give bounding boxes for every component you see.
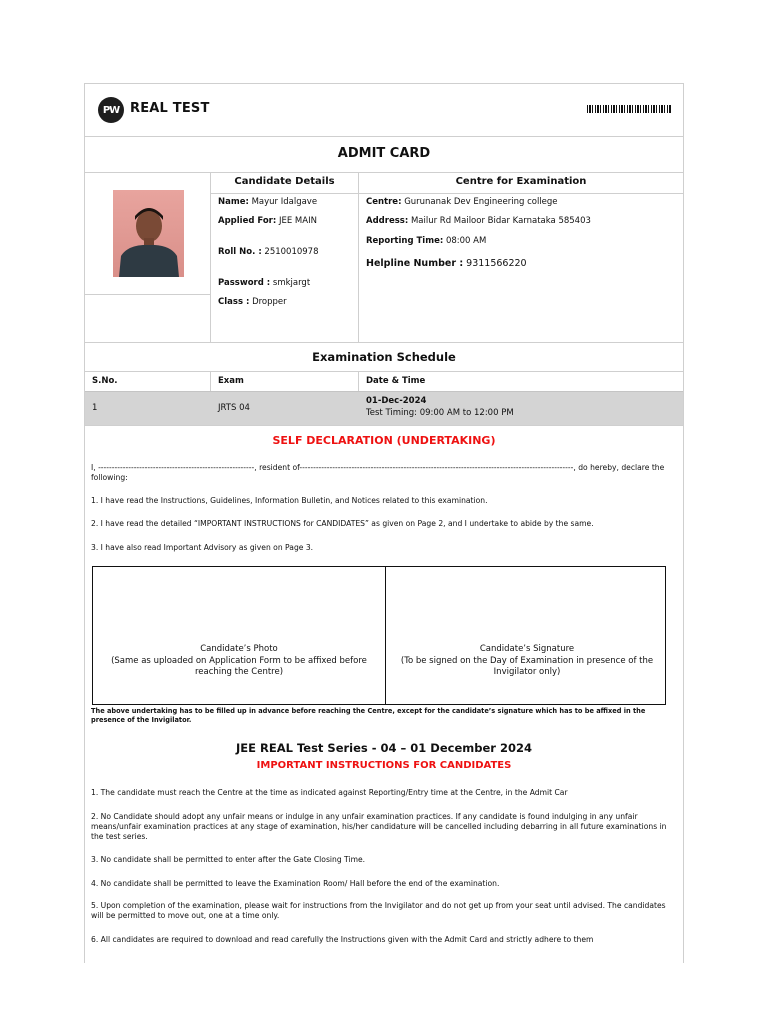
instruction-item: 5. Upon completion of the examination, please wait for instructions from the Invigilator and do not get up from your seat until advised. The candidates will be permitted to move out, one at a time only. <box>91 901 666 920</box>
candidate-photo <box>113 190 184 277</box>
barcode-icon <box>587 105 671 113</box>
roll-number-field: Roll No. : 2510010978 <box>218 247 319 257</box>
declaration-item: 2. I have read the detailed “IMPORTANT INSTRUCTIONS for CANDIDATES” as given on Page 2, and I undertake to abide by the same. <box>91 519 594 528</box>
candidate-name-field: Name: Mayur Idalgave <box>218 197 318 207</box>
declaration-item: 1. I have read the Instructions, Guidelines, Information Bulletin, and Notices related to this examination. <box>91 496 488 505</box>
grid-divider <box>358 173 359 343</box>
instruction-item: 1. The candidate must reach the Centre at the time as indicated against Reporting/Entry time at the Centre, in the Admit Car <box>91 788 568 797</box>
row-sno: 1 <box>92 403 98 413</box>
schedule-title: Examination Schedule <box>85 343 683 372</box>
grid-divider <box>210 193 683 194</box>
photo-box <box>97 644 381 679</box>
declaration-boxes <box>92 566 666 705</box>
card-header <box>85 84 683 137</box>
photo-box-note: (Same as uploaded on Application Form to be affixed before reaching the Centre) <box>111 655 367 677</box>
signature-box <box>391 644 663 679</box>
column-header-sno: S.No. <box>92 376 118 386</box>
address-field: Address: Mailur Rd Mailoor Bidar Karnataka 585403 <box>366 216 591 226</box>
reporting-time-field: Reporting Time: 08:00 AM <box>366 236 487 246</box>
candidate-details-heading: Candidate Details <box>234 176 335 187</box>
declaration-item: 3. I have also read Important Advisory as given on Page 3. <box>91 543 314 552</box>
instruction-item: 4. No candidate shall be permitted to leave the Examination Room/ Hall before the end of the examination. <box>91 879 500 888</box>
instruction-item: 6. All candidates are required to download and read carefully the Instructions given with the Admit Card and strictly adhere to them <box>91 935 594 944</box>
grid-divider <box>85 425 683 426</box>
row-date: 01-Dec-2024 <box>366 396 427 406</box>
applied-for-field: Applied For: JEE MAIN <box>218 216 317 226</box>
table-row <box>85 391 683 426</box>
series-title: JEE REAL Test Series - 04 – 01 December 2024 <box>236 741 532 755</box>
class-field: Class : Dropper <box>218 297 287 307</box>
signature-box-title: Candidate’s Signature <box>479 644 575 654</box>
undertaking-note: The above undertaking has to be filled up in advance before reaching the Centre, except for the candidate’s signature which has to be affixed in the presence of the Invigilator. <box>91 707 646 724</box>
photo-box-title: Candidate’s Photo <box>200 644 278 654</box>
admit-card <box>84 83 684 963</box>
signature-box-note: (To be signed on the Day of Examination in presence of the Invigilator only) <box>400 655 654 677</box>
instructions-title: IMPORTANT INSTRUCTIONS FOR CANDIDATES <box>256 760 512 771</box>
page-title: ADMIT CARD <box>85 136 683 173</box>
brand-name: REAL TEST <box>130 101 210 116</box>
column-header-exam: Exam <box>218 376 244 386</box>
pw-logo-icon: PW <box>98 97 124 123</box>
grid-divider <box>210 173 211 343</box>
helpline-field: Helpline Number : 9311566220 <box>366 258 527 269</box>
instruction-item: 2. No Candidate should adopt any unfair means or indulge in any unfair examination practices. If any candidate is found indulging in any unfair means/unfair examination practices at any stage of examination, his/her candidature will be cancelled including debarring in all future examinations in the test series. <box>91 812 667 841</box>
declaration-intro: I, ---------------------------------------------------------, resident of----------------------------------------------------------------------------------------------------, do hereby, declare the following: <box>91 463 665 482</box>
centre-field: Centre: Gurunanak Dev Engineering college <box>366 197 558 207</box>
row-exam: JRTS 04 <box>218 403 250 413</box>
row-timing: Test Timing: 09:00 AM to 12:00 PM <box>366 408 514 418</box>
grid-divider <box>85 294 210 295</box>
password-field: Password : smkjargt <box>218 278 311 288</box>
box-divider <box>385 567 386 704</box>
column-header-date: Date & Time <box>366 376 426 386</box>
centre-heading: Centre for Examination <box>455 176 587 187</box>
declaration-title: SELF DECLARATION (UNDERTAKING) <box>272 434 496 447</box>
instruction-item: 3. No candidate shall be permitted to enter after the Gate Closing Time. <box>91 855 366 864</box>
